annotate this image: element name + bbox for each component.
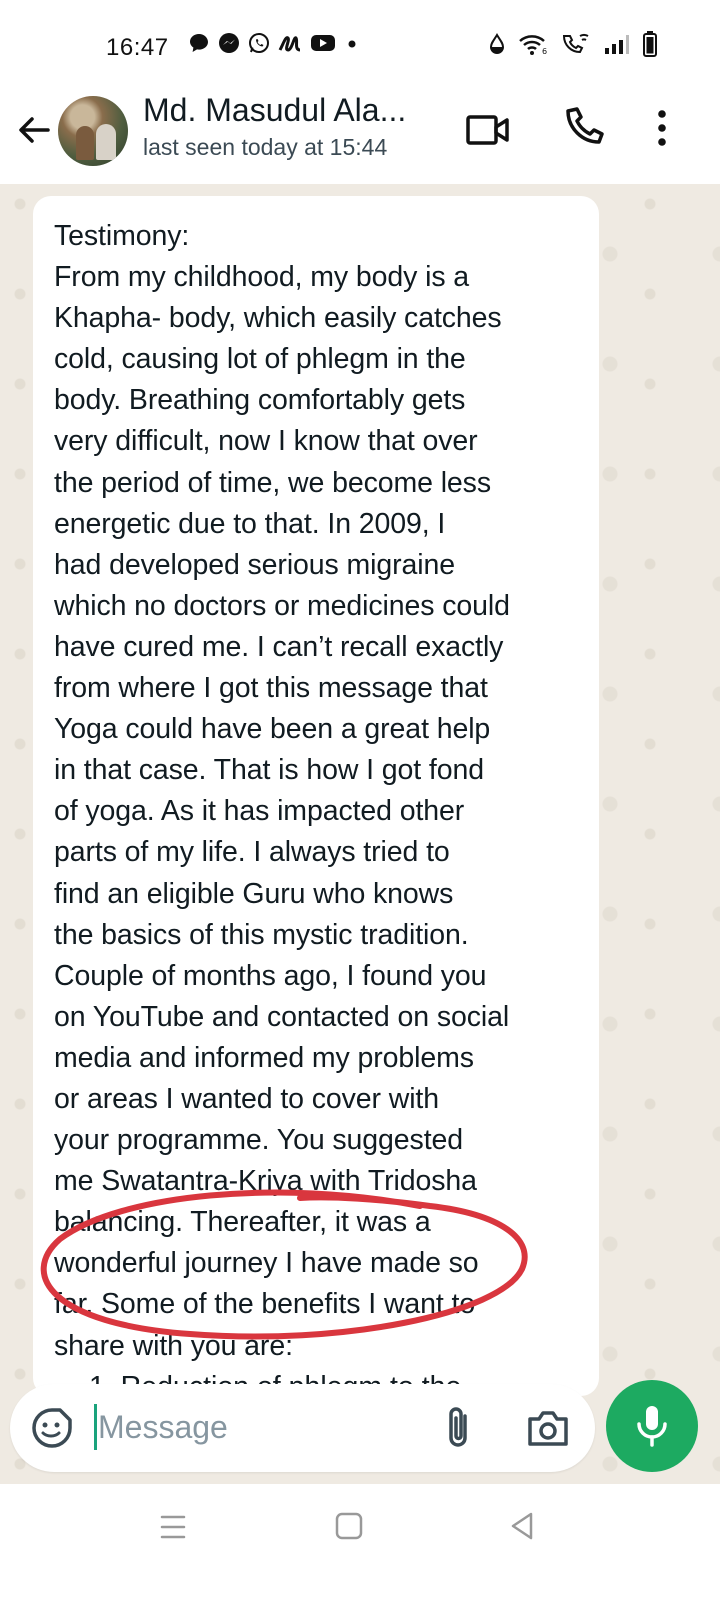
message-input[interactable] [98, 1402, 418, 1452]
back-arrow-icon[interactable] [14, 110, 54, 150]
chat-area[interactable] [0, 184, 720, 1484]
system-icons [488, 30, 658, 58]
home-icon[interactable] [334, 1511, 364, 1541]
notification-icons [188, 32, 360, 54]
message-text: Testimony: From my childhood, my body is a Khapha- body, which easily catches cold, causing lot of phlegm in the body. Breathing comfortably gets very difficult, now I know that over the period of time, we become less energetic due to that. In 2009, I had developed serious migraine which no doctors or medicines could have cured me. I can’t recall exactly from where I got this message that Yoga could have been a great help in that case. That is how I got fond of yoga. As it has impacted other parts of my life. I always tried to find an eligible Guru who knows the basics of this mystic tradition. Couple of months ago, I found you on YouTube and contacted on social media and informed my problems or areas I wanted to cover with your programme. You suggested me Swatantra-Kriya with Tridosha balancing. Thereafter, it was a wonderful journey I have made so far. Some of the benefits I want to share with you are: [54, 220, 510, 1362]
video-call-icon[interactable] [466, 108, 510, 152]
youtube-icon [310, 33, 336, 53]
more-dot-icon [344, 33, 360, 53]
wifi-call-icon [560, 32, 592, 56]
messenger-icon [218, 32, 240, 54]
battery-icon [642, 30, 658, 58]
attach-paperclip-icon[interactable] [440, 1404, 476, 1452]
text-cursor [94, 1404, 97, 1450]
last-seen-status: last seen today at 15:44 [143, 134, 388, 160]
svg-text:6: 6 [542, 47, 548, 56]
back-triangle-icon[interactable] [507, 1510, 537, 1542]
system-navigation-bar [0, 1484, 720, 1600]
message-input-bar [10, 1384, 595, 1472]
voice-message-button[interactable] [606, 1380, 698, 1472]
chat-bubble-icon [188, 32, 210, 54]
camera-icon[interactable] [525, 1406, 571, 1450]
sticker-emoji-icon[interactable] [30, 1406, 74, 1450]
wifi-icon [518, 32, 548, 56]
recent-apps-icon[interactable] [158, 1512, 188, 1542]
more-options-icon[interactable] [650, 106, 674, 150]
contact-name[interactable]: Md. Masudul Ala... [143, 92, 407, 128]
chat-header [0, 88, 720, 184]
avatar[interactable] [58, 96, 128, 166]
microphone-icon [632, 1403, 672, 1449]
whatsapp-icon [248, 32, 270, 54]
voice-call-icon[interactable] [562, 106, 604, 148]
status-time: 16:47 [106, 34, 169, 61]
message-bubble[interactable] [33, 196, 599, 1396]
data-drop-icon [488, 32, 506, 56]
signal-icon [604, 33, 630, 55]
status-bar [0, 0, 720, 88]
scribble-app-icon [278, 32, 302, 54]
